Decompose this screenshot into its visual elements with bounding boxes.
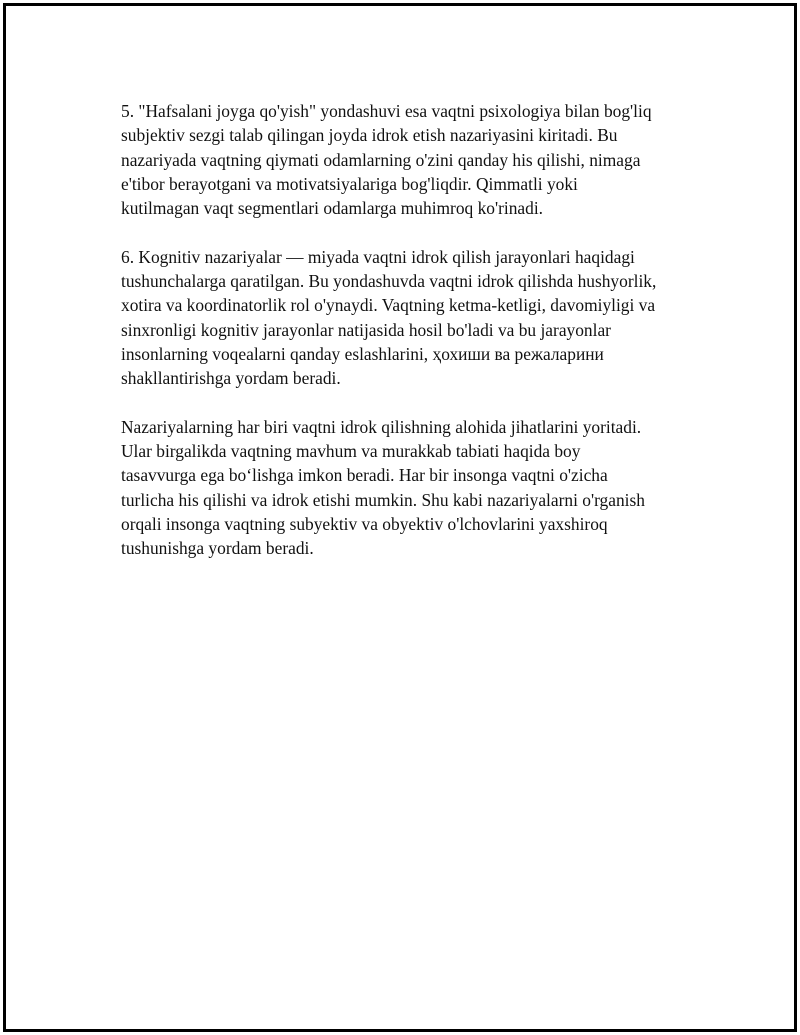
text-line: 5. "Hafsalani joyga qo'yish" yondashuvi esa vaqtni psixologiya bilan bog'liq <box>121 101 652 121</box>
text-line: insonlarning voqealarni qanday eslashlarini, ҳохиши ва режаларини <box>121 343 604 364</box>
text-line: tushunchalarga qaratilgan. Bu yondashuvda vaqtni idrok qilishda hushyorlik, <box>121 271 657 292</box>
text-line: tushunishga yordam beradi. <box>121 538 314 559</box>
text-line: xotira va koordinatorlik rol o'ynaydi. Vaqtning ketma-ketligi, davomiyligi va <box>121 295 656 316</box>
text-line: turlicha his qilishi va idrok etishi mumkin. Shu kabi nazariyalarni o'rganish <box>121 489 645 510</box>
text-line: shakllantirishga yordam beradi. <box>121 368 341 389</box>
text-line: kutilmagan vaqt segmentlari odamlarga muhimroq ko'rinadi. <box>121 198 544 219</box>
text-line: Nazariyalarning har biri vaqtni idrok qilishning alohida jihatlarini yoritadi. <box>121 416 642 437</box>
text-line: sinxronligi kognitiv jarayonlar natijasida hosil bo'ladi va bu jarayonlar <box>121 319 611 340</box>
text-line: nazariyada vaqtning qiymati odamlarning o'zini qanday his qilishi, nimaga <box>121 149 641 170</box>
text-line: subjektiv sezgi talab qilingan joyda idrok etish nazariyasini kiritadi. Bu <box>121 125 618 146</box>
paragraph-spacer <box>121 391 701 415</box>
paragraph-5-time-pressure <box>121 99 701 220</box>
paragraph-spacer <box>121 220 701 244</box>
text-line: tasavvurga ega boʻlishga imkon beradi. Har bir insonga vaqtni o'zicha <box>121 465 608 486</box>
text-line: orqali insonga vaqtning subyektiv va obyektiv o'lchovlarini yaxshiroq <box>121 514 608 535</box>
page-border <box>3 3 797 1032</box>
text-line: 6. Kognitiv nazariyalar — miyada vaqtni idrok qilish jarayonlari haqidagi <box>121 246 635 267</box>
paragraph-6-cognitive-theories <box>121 245 701 391</box>
document-body <box>121 99 701 561</box>
paragraph-conclusion <box>121 415 701 561</box>
text-line: Ular birgalikda vaqtning mavhum va murakkab tabiati haqida boy <box>121 441 581 462</box>
text-line: e'tibor berayotgani va motivatsiyalariga bog'liqdir. Qimmatli yoki <box>121 173 578 194</box>
